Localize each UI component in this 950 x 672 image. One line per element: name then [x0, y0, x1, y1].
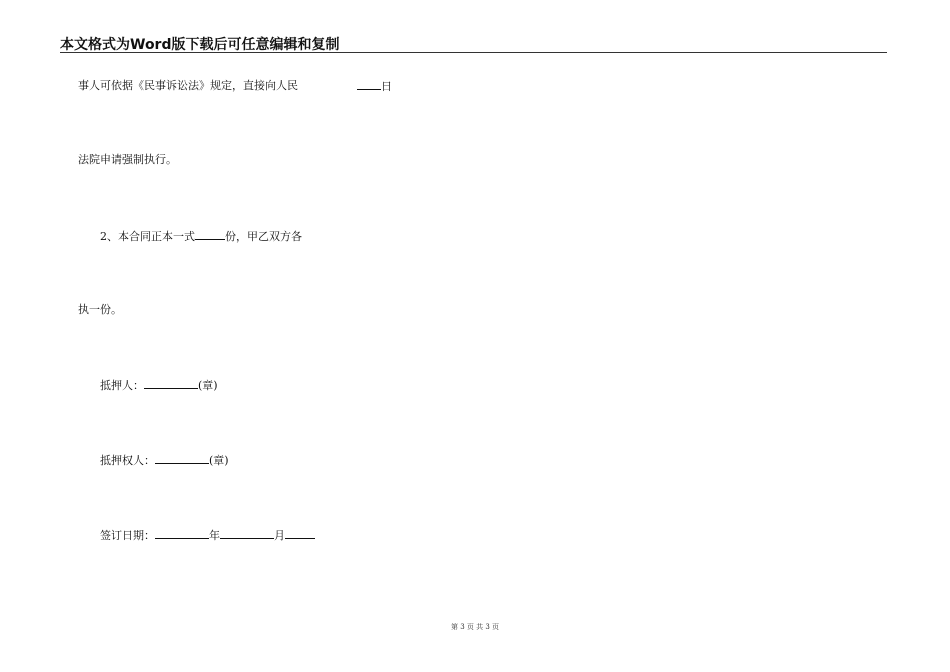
month-label: 月: [274, 529, 285, 542]
mortgagor-label: 抵押人：: [100, 379, 144, 392]
line-3-suffix: 份，甲乙双方各: [225, 230, 302, 243]
line-2-text: 法院申请强制执行。: [78, 153, 177, 166]
signature-mortgagee: [100, 453, 229, 468]
copies-blank: [195, 229, 225, 240]
month-blank: [220, 528, 274, 539]
day-blank: [357, 79, 381, 90]
paragraph-line-1: [78, 79, 298, 93]
mortgagor-seal: (章): [198, 379, 218, 392]
signing-date: [100, 528, 315, 543]
paragraph-line-4: [78, 303, 122, 317]
mortgagee-seal: (章): [209, 454, 229, 467]
line-1-text: 事人可依据《民事诉讼法》规定，直接向人民: [78, 79, 298, 92]
header-title: 本文格式为Word版下载后可任意编辑和复制: [60, 37, 340, 53]
header-divider: [60, 52, 887, 53]
paragraph-line-2: [78, 153, 177, 167]
paragraph-line-3: [100, 229, 302, 244]
date-day-fragment: [357, 79, 392, 94]
day-blank-2: [285, 528, 315, 539]
mortgagor-blank: [144, 378, 198, 389]
page-footer: 第 3 页 共 3 页: [450, 623, 500, 631]
mortgagee-label: 抵押权人：: [100, 454, 155, 467]
signature-mortgagor: [100, 378, 218, 393]
line-3-prefix: 2、本合同正本一式: [100, 230, 195, 243]
year-label: 年: [209, 529, 220, 542]
line-4-text: 执一份。: [78, 303, 122, 316]
year-blank: [155, 528, 209, 539]
mortgagee-blank: [155, 453, 209, 464]
day-suffix: 日: [381, 80, 392, 93]
date-label: 签订日期：: [100, 529, 155, 542]
